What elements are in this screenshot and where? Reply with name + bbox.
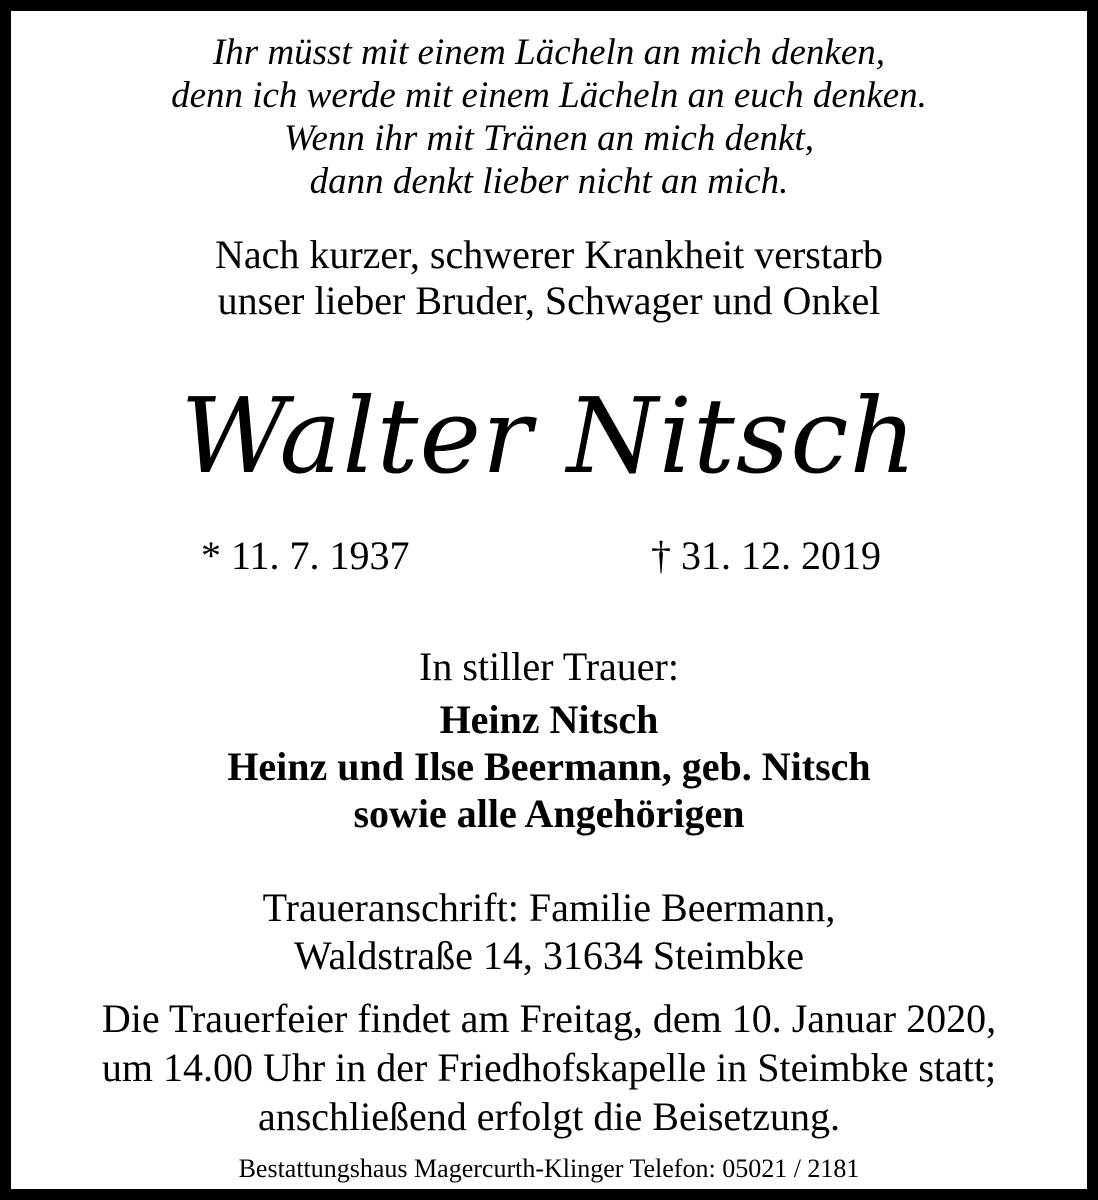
poem-line: Wenn ihr mit Tränen an mich denkt, [284, 118, 814, 159]
service-line: um 14.00 Uhr in der Friedhofskapelle in Steimbke statt; [101, 1045, 997, 1090]
intro-text [11, 232, 1087, 324]
funeral-home-footer: Bestattungshaus Magercurth-Klinger Telefon: 05021 / 2181 [238, 1154, 860, 1183]
poem [11, 31, 1087, 203]
mourning-label: In stiller Trauer: [419, 644, 679, 689]
mourner-name: sowie alle Angehörigen [353, 791, 745, 836]
deceased-name: Walter Nitsch [180, 375, 918, 497]
service-line: anschließend erfolgt die Beisetzung. [257, 1094, 841, 1139]
intro-line: Nach kurzer, schwerer Krankheit verstarb [214, 232, 884, 277]
poem-line: Ihr müsst mit einem Lächeln an mich denken, [212, 32, 886, 73]
mourner-name: Heinz und Ilse Beermann, geb. Nitsch [227, 744, 871, 789]
funeral-service-info [11, 994, 1087, 1141]
service-line: Die Trauerfeier findet am Freitag, dem 10. Januar 2020, [101, 996, 997, 1041]
mourners-list [11, 696, 1087, 837]
poem-line: denn ich werde mit einem Lächeln an euch denken. [171, 75, 927, 116]
death-date: † 31. 12. 2019 [651, 533, 881, 578]
mourner-name: Heinz Nitsch [439, 697, 659, 742]
mourning-address [11, 884, 1087, 980]
birth-date: * 11. 7. 1937 [201, 533, 410, 578]
intro-line: unser lieber Bruder, Schwager und Onkel [217, 278, 881, 323]
address-line: Waldstraße 14, 31634 Steimbke [293, 933, 805, 978]
address-line: Traueranschrift: Familie Beermann, [262, 885, 836, 930]
poem-line: dann denkt lieber nicht an mich. [309, 161, 789, 202]
